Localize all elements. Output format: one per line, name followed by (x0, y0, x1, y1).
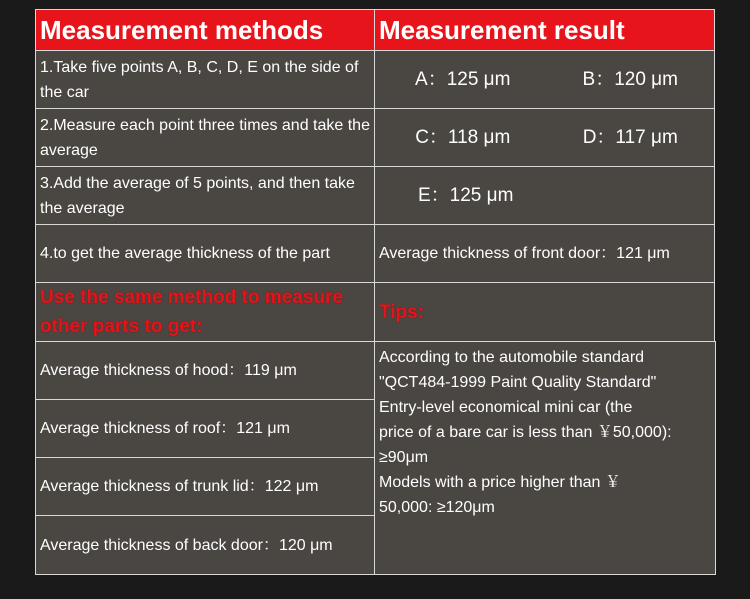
part-thickness: Average thickness of trunk lid：122 μm (35, 457, 375, 516)
result-value-e: E：125 μm (418, 185, 514, 206)
step-row (35, 166, 716, 225)
methods-header: Measurement methods (35, 9, 375, 51)
tips-line: 50,000: ≥120μm (379, 499, 495, 516)
tips-line: According to the automobile standard (379, 349, 645, 366)
step-text: 3.Add the average of 5 points, and then take the average (35, 166, 375, 225)
step-row (35, 108, 716, 167)
step-text: 4.to get the average thickness of the part (35, 224, 375, 283)
step-text: 2.Measure each point three times and take the average (35, 108, 375, 167)
result-value-d: D：117 μm (582, 127, 678, 148)
part-thickness: Average thickness of roof：121 μm (35, 399, 375, 458)
tips-content (374, 341, 716, 575)
step-text: 1.Take five points A, B, C, D, E on the side of the car (35, 50, 375, 109)
tips-title: Tips: (374, 282, 715, 342)
step-result (374, 166, 715, 225)
header-row (35, 9, 716, 51)
tips-line: price of a bare car is less than ￥50,000): (379, 424, 672, 441)
notes-header-row (35, 282, 716, 342)
same-method-note: Use the same method to measure other parts to get: (35, 282, 375, 342)
tips-line: Models with a price higher than ￥ (379, 474, 621, 491)
tips-line: "QCT484-1999 Paint Quality Standard" (379, 374, 657, 391)
front-door-result: Average thickness of front door：121 μm (374, 224, 715, 283)
result-value-a: A：125 μm (415, 69, 511, 90)
step-result (374, 108, 715, 167)
result-value-b: B：120 μm (582, 69, 678, 90)
measurement-table (35, 9, 716, 575)
part-thickness: Average thickness of hood：119 μm (35, 341, 375, 400)
tips-line: ≥90μm (379, 449, 429, 466)
result-value-c: C：118 μm (415, 127, 511, 148)
step-result (374, 50, 715, 109)
step-row (35, 224, 716, 283)
step-row (35, 50, 716, 109)
result-header: Measurement result (374, 9, 715, 51)
tips-line: Entry-level economical mini car (the (379, 399, 633, 416)
part-thickness: Average thickness of back door：120 μm (35, 515, 375, 575)
